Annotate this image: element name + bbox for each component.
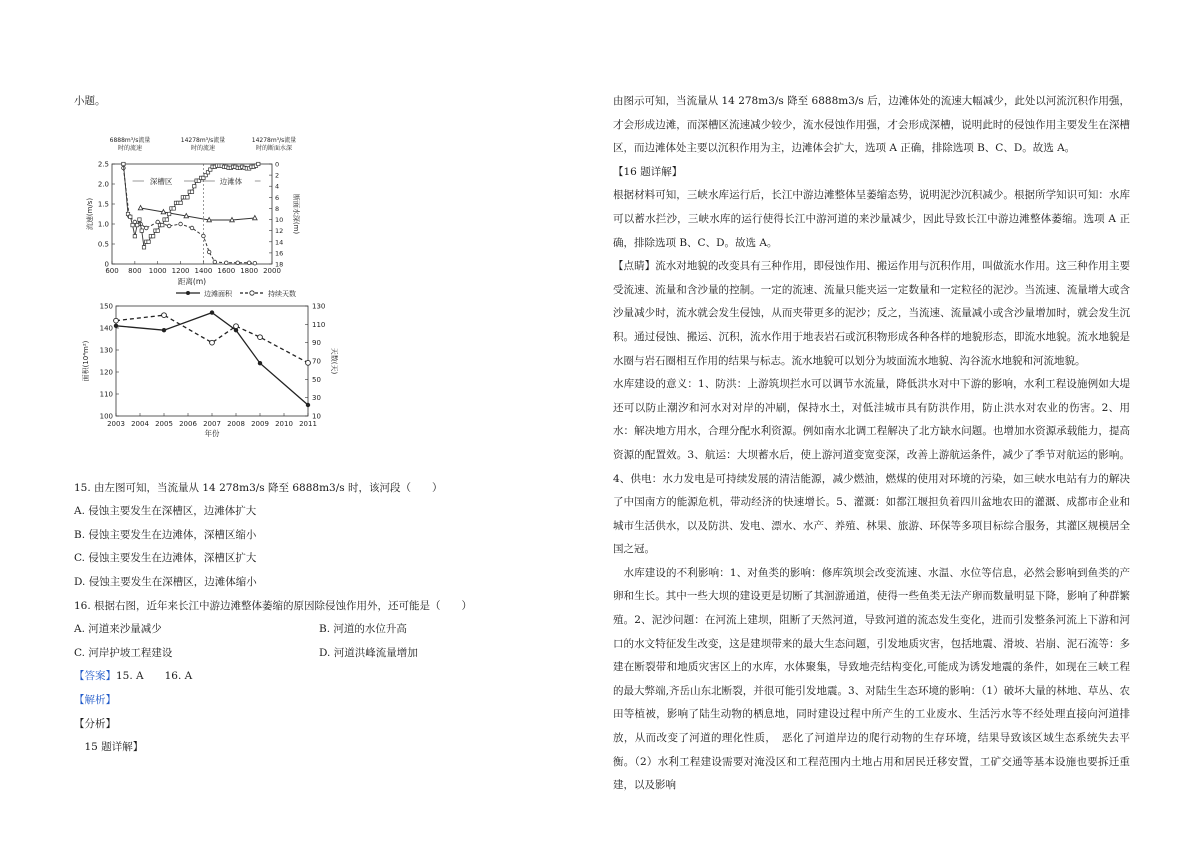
reservoir-benefits-para: 水库建设的意义：1、防洪：上游筑坝拦水可以调节水流量，降低洪水对中下游的影响，水利工程设施例如大堤还可以防止潮汐和河水对对岸的冲刷，保持水土，对低洼城市具有防洪作用，防止洪水对农业的伤害。2、用水：解决地方用水，合理分配水利资源。例如南水北调工程解决了北方缺水问题。也增加水资源承载能力，提高资源的配置效。3、航运：大坝蓄水后，使上游河道变宽变深，改善上游航运条件，减少了季节对航运的影响。4、供电：水力发电是可持续发展的清洁能源，减少燃油，燃煤的使用对环境的污染，如三峡水电站有力的解决了中国南方的能源危机，带动经济的快速增长。5、灌溉：如都江堰担负着四川盆地农田的灌溉、成都市企业和城市生活供水，以及防洪、发电、漂水、水产、养殖、林果、旅游、环保等多项目标综合服务，其灌区规模居全国之冠。 xyxy=(613,378,1130,556)
legend-entry: 持续天数 xyxy=(268,289,296,298)
x-tick-label: 2003 xyxy=(107,419,125,428)
x-tick-label: 1400 xyxy=(194,266,213,275)
q15-option-d: D. 侵蚀主要发生在深槽区，边滩体缩小 xyxy=(74,575,257,588)
y-tick-label: 140 xyxy=(99,324,113,333)
q16-option-a: A. 河道来沙量减少 xyxy=(74,623,162,636)
x-tick-label: 600 xyxy=(105,266,119,275)
point-14278-depth xyxy=(122,162,125,165)
point-14278-depth xyxy=(151,234,154,237)
point-6888-velocity xyxy=(207,250,211,254)
y-tick-label: 130 xyxy=(99,346,113,355)
point-6888-velocity xyxy=(167,224,171,228)
y2-tick-label: 70 xyxy=(312,357,321,366)
x-axis-label: 年份 xyxy=(204,428,220,438)
point-area xyxy=(258,361,262,365)
y2-tick-label: 16 xyxy=(275,248,284,257)
q15-option-a: A. 侵蚀主要发生在深槽区，边滩体扩大 xyxy=(74,505,257,518)
dianjing-para: 【点睛】流水对地貌的改变具有三种作用，即侵蚀作用、搬运作用与沉积作用，叫做流水作用。这三种作用主要受流速、流量和含沙量的控制。一定的流速、流量只能夹运一定数量和一定粒径的泥沙。当流速、流量增大或含沙量减少时，流水就会发生侵蚀，从而夹带更多的泥沙；反之，当流速、流量减小或含沙量增加时，就会发生沉积。通过侵蚀、搬运、沉积，流水作用于地表岩石或沉积物形成各种各样的地貌形态，即流水地貌。流水地貌是水圈与岩石圈相互作用的结果与标志。流水地貌可以划分为坡面流水地貌、沟谷流水地貌和河流地貌。 xyxy=(613,260,1130,367)
y2-tick-label: 50 xyxy=(312,375,321,384)
y2-tick-label: 2 xyxy=(275,171,280,180)
y2-tick-label: 130 xyxy=(312,302,326,311)
answer-line xyxy=(74,665,574,689)
point-14278-depth xyxy=(140,229,143,232)
point-area xyxy=(306,402,310,406)
point-area xyxy=(162,328,166,332)
x-tick-label: 2011 xyxy=(299,419,317,428)
point-14278-depth xyxy=(156,229,159,232)
y2-axis-label: 断面水深(m) xyxy=(292,193,300,234)
point-6888-velocity xyxy=(253,261,257,265)
point-days xyxy=(258,334,263,339)
point-14278-depth xyxy=(172,206,175,209)
q15-detail-heading: 15 题详解】 xyxy=(84,741,144,754)
point-6888-velocity xyxy=(179,222,183,226)
legend-entry: 14278m³/s流量 xyxy=(251,136,297,144)
x-tick-label: 2005 xyxy=(155,419,173,428)
point-14278-depth xyxy=(129,215,132,218)
reservoir-harms-para: 水库建设的不利影响：1、对鱼类的影响：修库筑坝会改变流速、水温、水位等信息，必然会影响到鱼类的产卵和生长。其中一些大坝的建设更是切断了其洄游通道，使得一些鱼类无法产卵而数量明显下降，影响了种群繁殖。2、泥沙问题：在河流上建坝，阻断了天然河道，导致河道的流态发生变化，进而引发整条河流上下游和河口的水文特征发生改变，这是建坝带来的最大生态问题，引发地质灾害，包括地震、滑坡、岩崩、泥石流等：多建在断裂带和地质灾害区上的水库，水体聚集，导致地壳结构变化,可能成为诱发地震的条件，如现在三峡工程的最大弊端,齐岳山东北断裂，并很可能引发地震。3、对陆生生态环境的影响：（1）破坏大量的林地、草丛、农田等植被，影响了陆生动物的栖息地，同时建设过程中所产生的工业废水、生活污水等不经处理直接向河道排放，从而改变了河道的理化性质， 恶化了河道岸边的爬行动物的生存环境，结果导致该区域生态系统失去平衡。（2）水利工程建设需要对淹没区和工程范围内土地占用和居民迁移安置，工矿交通等基本设施也要拆迁重建，以及影响 xyxy=(613,566,1130,792)
y2-tick-label: 30 xyxy=(312,393,321,402)
series-line-14278-velocity xyxy=(141,208,255,220)
legend-entry: 时的流速 xyxy=(190,144,216,152)
legend-marker-days xyxy=(250,290,254,294)
legend-entry: 时的流速 xyxy=(117,144,143,152)
q16-option-d: D. 河道洪峰流量增加 xyxy=(319,646,418,659)
jiexi-tag: 【解析】 xyxy=(74,693,116,706)
x-tick-label: 800 xyxy=(128,266,142,275)
x-tick-label: 2000 xyxy=(263,266,281,275)
y2-tick-label: 110 xyxy=(312,320,326,329)
x-tick-label: 1200 xyxy=(171,266,190,275)
y-axis-label: 面积(10⁴m²) xyxy=(82,340,90,381)
x-tick-label: 2008 xyxy=(227,419,245,428)
x-axis-label: 距离(m) xyxy=(177,276,207,286)
bar-area-days-chart xyxy=(76,288,346,453)
region-label-deep: 深槽区 xyxy=(149,176,173,186)
y-tick-label: 120 xyxy=(99,368,113,377)
y2-tick-label: 4 xyxy=(275,182,280,191)
para-2: 根据材料可知，三峡水库运行后，长江中游边滩整体呈萎缩态势，说明泥沙沉积减少。根据所学知识可知：水库可以蓄水拦沙，三峡水库的运行使得长江中游河道的来沙量减少，因此导致长江中游边滩整体萎缩。选项 A 正确，排除选项 B、C、D。故选 A。 xyxy=(613,189,1130,249)
y2-tick-label: 8 xyxy=(275,204,280,213)
y2-tick-label: 6 xyxy=(275,193,280,202)
q16-option-b: B. 河道的水位升高 xyxy=(319,623,407,636)
y2-tick-label: 0 xyxy=(275,160,280,169)
point-6888-velocity xyxy=(236,261,240,265)
x-tick-label: 1800 xyxy=(240,266,259,275)
point-6888-velocity xyxy=(190,226,194,230)
point-14278-depth xyxy=(135,223,138,226)
y-tick-label: 110 xyxy=(99,390,113,399)
point-14278-depth xyxy=(190,190,193,193)
x-tick-label: 1600 xyxy=(217,266,236,275)
point-days xyxy=(114,318,119,323)
point-6888-velocity xyxy=(144,226,148,230)
point-14278-depth xyxy=(179,201,182,204)
answer-text: 15. A 16. A xyxy=(116,670,193,683)
point-6888-velocity xyxy=(202,234,206,238)
point-14278-depth xyxy=(138,217,141,220)
x-tick-label: 1000 xyxy=(148,266,167,275)
point-6888-velocity xyxy=(224,261,228,265)
region-label-bar: 边滩体 xyxy=(219,176,243,186)
legend-marker-area xyxy=(186,291,190,295)
fenxi-tag: 【分析】 xyxy=(74,717,116,730)
point-14278-depth xyxy=(133,234,136,237)
y-tick-label: 0.5 xyxy=(97,240,109,249)
y2-tick-label: 12 xyxy=(275,226,284,235)
y2-axis-label: 天数(天) xyxy=(330,347,338,374)
point-6888-velocity xyxy=(213,260,217,264)
x-tick-label: 2006 xyxy=(179,419,197,428)
legend-entry: 6888m³/s流量 xyxy=(109,136,151,144)
y2-tick-label: 14 xyxy=(275,237,284,246)
legend-entry: 边滩面积 xyxy=(204,289,232,298)
question-16: 16. 根据右图，近年来长江中游边滩整体萎缩的原因除侵蚀作用外，还可能是（ ） xyxy=(74,599,473,612)
point-14278-depth xyxy=(161,223,164,226)
question-15: 15. 由左图可知，当流量从 14 278m3/s 降至 6888m3/s 时，该河段（ ） xyxy=(74,481,443,494)
y-tick-label: 1.5 xyxy=(97,200,109,209)
point-14278-depth xyxy=(257,162,260,165)
plot-frame xyxy=(116,306,308,416)
y2-tick-label: 90 xyxy=(312,338,321,347)
y-tick-label: 2.5 xyxy=(97,160,109,169)
point-14278-depth xyxy=(165,217,168,220)
point-14278-depth xyxy=(193,184,196,187)
y2-tick-label: 10 xyxy=(275,215,284,224)
point-14278-depth xyxy=(186,195,189,198)
point-area xyxy=(210,310,214,314)
x-tick-label: 2010 xyxy=(275,419,293,428)
x-tick-label: 2009 xyxy=(251,419,269,428)
y-tick-label: 150 xyxy=(99,302,113,311)
point-days xyxy=(234,323,239,328)
y-tick-label: 1.0 xyxy=(97,220,109,229)
q16-option-c: C. 河岸护坡工程建设 xyxy=(74,646,173,659)
point-days xyxy=(162,312,167,317)
point-14278-velocity xyxy=(253,215,258,219)
point-6888-velocity xyxy=(247,261,251,265)
y2-tick-label: 18 xyxy=(275,260,284,269)
point-14278-depth xyxy=(167,212,170,215)
point-days xyxy=(210,340,215,345)
point-14278-depth xyxy=(142,245,145,248)
x-tick-label: 2007 xyxy=(203,419,221,428)
point-days xyxy=(306,360,311,365)
legend-entry: 时的断面水深 xyxy=(255,144,293,152)
y-tick-label: 0 xyxy=(104,260,109,269)
point-area xyxy=(114,323,118,327)
left-column xyxy=(74,90,574,760)
series-line-days xyxy=(116,315,308,363)
q16-detail-heading: 【16 题详解】 xyxy=(613,165,683,178)
y-tick-label: 100 xyxy=(99,412,113,421)
answer-tag: 【答案】 xyxy=(74,670,116,683)
point-14278-velocity xyxy=(138,205,143,209)
legend-entry: 14278m³/s流量 xyxy=(180,136,226,144)
y2-tick-label: 10 xyxy=(312,412,321,421)
q15-option-b: B. 侵蚀主要发生在边滩体，深槽区缩小 xyxy=(74,528,257,541)
point-14278-depth xyxy=(147,240,150,243)
intro-text: 小题。 xyxy=(74,95,106,107)
series-line-area xyxy=(116,312,308,404)
flow-velocity-depth-chart xyxy=(80,136,310,286)
q15-option-c: C. 侵蚀主要发生在边滩体，深槽区扩大 xyxy=(74,552,257,565)
x-tick-label: 2004 xyxy=(131,419,149,428)
y-tick-label: 2.0 xyxy=(97,180,109,189)
para-1: 由图示可知，当流量从 14 278m3/s 降至 6888m3/s 后，边滩体处的流速大幅减少，此处以河流沉积作用强，才会形成边滩，而深槽区流速减少较少，流水侵蚀作用强，才会形成深槽，说明此时的侵蚀作用主要发生在深槽区，而边滩体处主要以沉积作用为主，边滩体会扩大，选项 A 正确，排除选项 B、C、D。故选 A。 xyxy=(613,95,1130,155)
y-axis-label: 流速(m/s) xyxy=(86,197,94,230)
right-column xyxy=(613,90,1130,798)
point-14278-depth xyxy=(131,223,134,226)
